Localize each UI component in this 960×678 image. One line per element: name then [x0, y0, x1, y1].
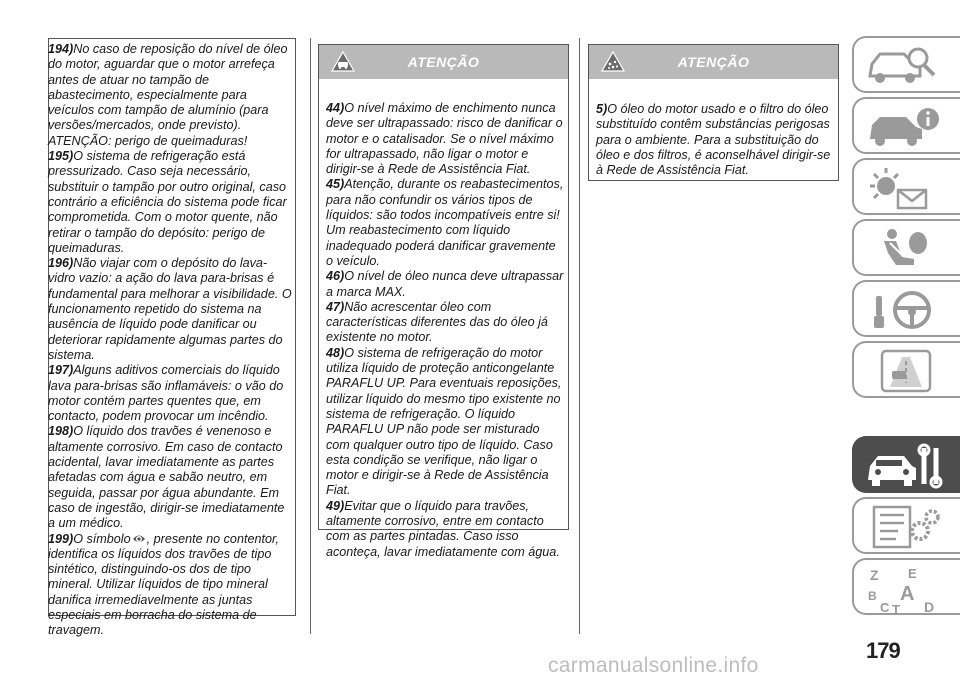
watermark: carmanualsonline.info: [548, 654, 759, 677]
note-text: No caso de reposição do nível de óleo do motor, aguardar que o motor arrefeça antes de atuar no tampão de abastecimento, especialmente para veículos com tampão de alumínio (para versões/mercados, onde previsto). ATENÇÃO: perigo de queimaduras!: [48, 42, 288, 148]
note-number: 48): [326, 345, 345, 360]
note-text: O símbolo: [73, 531, 131, 546]
warning-header: [589, 45, 838, 79]
tab-emergency[interactable]: [852, 341, 960, 398]
dot4-brake-fluid-icon: [132, 532, 146, 545]
tab-car-info[interactable]: [852, 97, 960, 154]
note-paragraph: [326, 269, 566, 300]
note-number: 45): [326, 177, 345, 192]
note-paragraph: [48, 256, 292, 363]
col2-text: [326, 101, 566, 560]
tab-warning-lights[interactable]: [852, 158, 960, 215]
note-text: O sistema de refrigeração do motor utiliza líquido de proteção anticongelante PARAFLU UP. Para eventuais reposições, utilizar líquido do mesmo tipo existente no sistema de refrigeração. O líquido PARAFLU UP não pode ser misturado com qualquer outro tipo de líquido. Caso esta condição se verifique, não ligar o motor e dirigir-se à Rede de Assistência Fiat.: [326, 345, 562, 498]
col1-box: [48, 38, 296, 638]
note-number: 195): [48, 149, 74, 164]
note-text: Não viajar com o depósito do lava-vidro vazio: a ação do lava para-brisas é fundamental para melhorar a visibilidade. O funcionamento repetido do sistema na ausência de líquido pode danificar ou deteriorar rapidamente algumas partes do sistema.: [48, 256, 292, 362]
car-info-icon: [862, 103, 952, 151]
index-letter: A: [900, 583, 915, 605]
col3-warning-box: [588, 44, 839, 181]
note-text: O nível de óleo nunca deve ultrapassar a marca MAX.: [326, 269, 564, 299]
tab-index[interactable]: [852, 558, 960, 615]
note-text: Alguns aditivos comerciais do líquido lava para-brisas são inflamáveis: o vão do motor contém partes quentes que, em contacto, podem provocar um incêndio.: [48, 363, 284, 424]
index-letter: C: [880, 600, 890, 614]
note-text: Evitar que o líquido para travões, altamente corrosivo, entre em contacto com as partes pintadas. Caso isso aconteça, lavar imediatamente com água.: [326, 498, 560, 559]
warning-title: ATENÇÃO: [677, 54, 750, 70]
index-letter: E: [908, 566, 917, 581]
col1-text: [48, 42, 292, 639]
tab-safety[interactable]: [852, 219, 960, 276]
index-letter: Z: [870, 567, 879, 583]
index-letters-icon: [862, 564, 952, 614]
tab-starting-driving[interactable]: [852, 280, 960, 337]
note-text: O óleo do motor usado e o filtro do óleo substituído contêm substâncias perigosas para o ambiente. Para a substituição do óleo e dos filtros, é aconselhável dirigir-se à Rede de Assistência Fiat.: [596, 102, 831, 178]
tab-technical-data[interactable]: [852, 497, 960, 554]
column-divider: [310, 38, 311, 634]
note-number: 44): [326, 101, 345, 115]
note-text: O sistema de refrigeração está pressurizado. Caso seja necessário, substituir o tampão por outro original, caso contrário a eficiência do sistema pode ficar comprometida. Com o motor quente, não retirar o tampão do depósito: perigo de queimaduras.: [48, 149, 287, 255]
note-paragraph: [48, 532, 292, 639]
warning-light-icon: [862, 164, 952, 212]
index-letter: B: [868, 589, 877, 603]
breakdown-road-icon: [862, 347, 952, 395]
note-paragraph: [326, 101, 566, 177]
note-number: 198): [48, 424, 74, 439]
note-paragraph: [326, 300, 566, 346]
note-number: 197): [48, 363, 74, 378]
column-divider: [579, 38, 580, 634]
note-number: 5): [596, 102, 608, 116]
note-paragraph: [48, 149, 292, 256]
note-paragraph: [326, 346, 566, 499]
note-number: 194): [48, 42, 74, 56]
seat-airbag-icon: [862, 225, 952, 273]
warning-header: [319, 45, 568, 79]
note-text: Não acrescentar óleo com características diferentes das do óleo já existente no motor.: [326, 299, 548, 345]
key-steering-wheel-icon: [862, 286, 952, 334]
page-number: 179: [866, 638, 900, 663]
col3-text: [596, 102, 836, 178]
car-service-icon: [862, 442, 952, 490]
note-text: O nível máximo de enchimento nunca deve ser ultrapassado: risco de danificar o motor e o catalisador. Se o nível máximo for ultrapassado, não ligar o motor e dirigir-se à Rede de Assistência Fiat.: [326, 101, 563, 177]
note-paragraph: [596, 102, 836, 178]
note-paragraph: [326, 177, 566, 269]
note-paragraph: [326, 499, 566, 560]
index-letter: D: [924, 599, 935, 614]
index-letter: T: [892, 602, 900, 614]
note-number: 196): [48, 256, 74, 271]
note-number: 199): [48, 531, 74, 546]
note-number: 49): [326, 498, 345, 513]
tab-car-search[interactable]: [852, 36, 960, 93]
note-text: O líquido dos travões é venenoso e altamente corrosivo. Em caso de contacto acidental, lavar imediatamente as partes afetadas com água e sabão neutro, em seguida, passar por água abundante. Em caso de ingestão, dirigir-se imediatamente a um médico.: [48, 424, 285, 531]
note-paragraph: [48, 424, 292, 531]
note-text: Atenção, durante os reabastecimentos, para não confundir os vários tipos de líquidos: são todos incompatíveis entre si! Um reabastecimento com líquido inadequado poderá danificar gravemente o veículo.: [326, 177, 564, 268]
note-text: , presente no contentor, identifica os líquidos dos travões de tipo sintético, distinguindo-os dos de tipo mineral. Utilizar líquidos de tipo mineral danifica irremediavelmente as juntas especiais em borracha do sistema de travagem.: [48, 531, 279, 638]
note-paragraph: [48, 42, 292, 149]
note-number: 47): [326, 299, 345, 314]
car-search-icon: [862, 42, 952, 90]
specs-gears-icon: [862, 503, 952, 551]
tab-maintenance[interactable]: [852, 436, 960, 493]
col2-warning-box: [318, 44, 569, 559]
note-number: 46): [326, 269, 345, 284]
warning-title: ATENÇÃO: [407, 54, 480, 70]
note-paragraph: [48, 363, 292, 424]
